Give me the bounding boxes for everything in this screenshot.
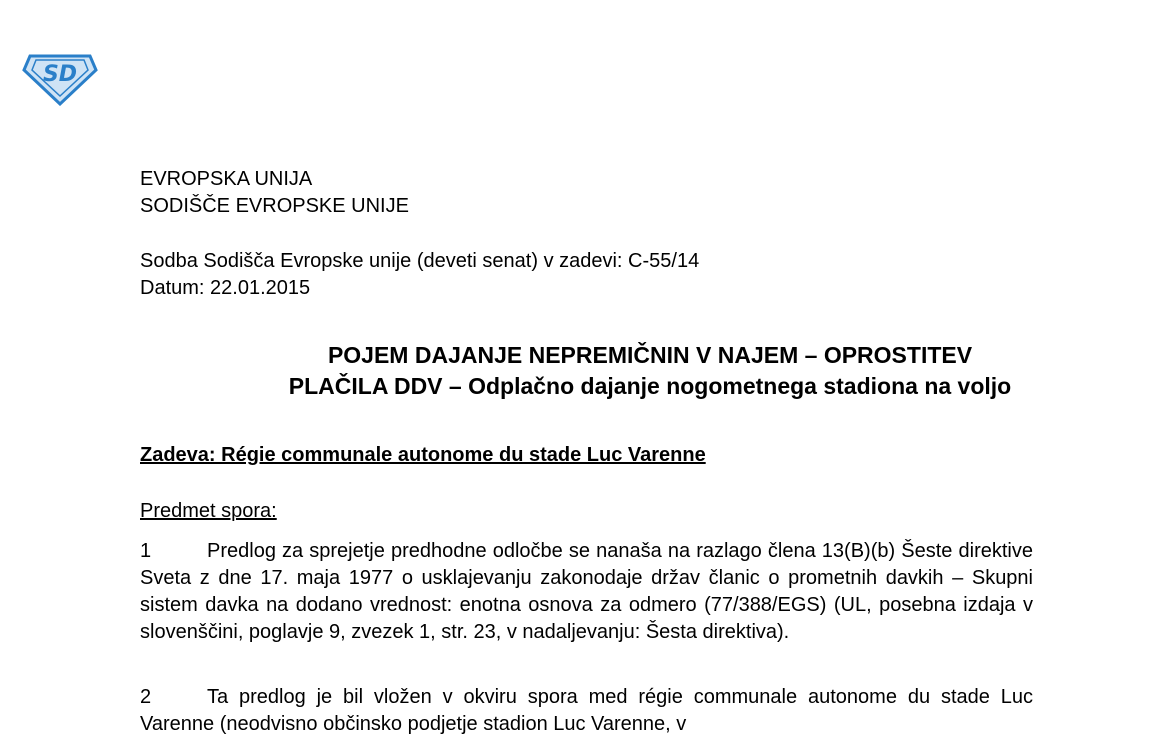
case-meta bbox=[140, 248, 699, 302]
court-header bbox=[140, 166, 409, 220]
case-subject: Zadeva: Régie communale autonome du stade Luc Varenne bbox=[140, 444, 706, 466]
document-title bbox=[140, 340, 1157, 402]
paragraph-number: 1 bbox=[140, 540, 152, 562]
header-line-1: EVROPSKA UNIJA bbox=[140, 168, 313, 190]
paragraph-text: Ta predlog je bil vložen v okviru spora med régie communale autonome du stade Luc Varenne (neodvisno občinsko podjetje stadion Luc Varenne, v bbox=[140, 686, 1033, 735]
sd-logo bbox=[22, 48, 98, 106]
paragraph-1 bbox=[140, 538, 1033, 646]
header-line-2: SODIŠČE EVROPSKE UNIJE bbox=[140, 195, 409, 217]
case-line: Sodba Sodišča Evropske unije (deveti senat) v zadevi: C-55/14 bbox=[140, 250, 700, 272]
title-line-2: PLAČILA DDV – Odplačno dajanje nogometnega stadiona na voljo bbox=[288, 373, 1012, 399]
paragraph-2 bbox=[140, 684, 1033, 738]
logo-lettering: SD bbox=[42, 62, 78, 87]
section-heading-predmet: Predmet spora: bbox=[140, 500, 277, 522]
paragraph-text: Predlog za sprejetje predhodne odločbe se nanaša na razlago člena 13(B)(b) Šeste direktive Sveta z dne 17. maja 1977 o usklajevanju zakonodaje držav članic o prometnih davkih – Skupni sistem davka na dodano vrednost: enotna osnova za odmero (77/388/EGS) (UL, posebna izdaja v slovenščini, poglavje 9, zvezek 1, str. 23, v nadaljevanju: Šesta direktiva). bbox=[140, 540, 1033, 643]
date-line: Datum: 22.01.2015 bbox=[140, 277, 311, 299]
title-line-1: POJEM DAJANJE NEPREMIČNIN V NAJEM – OPROSTITEV bbox=[327, 342, 973, 368]
paragraph-number: 2 bbox=[140, 686, 152, 708]
